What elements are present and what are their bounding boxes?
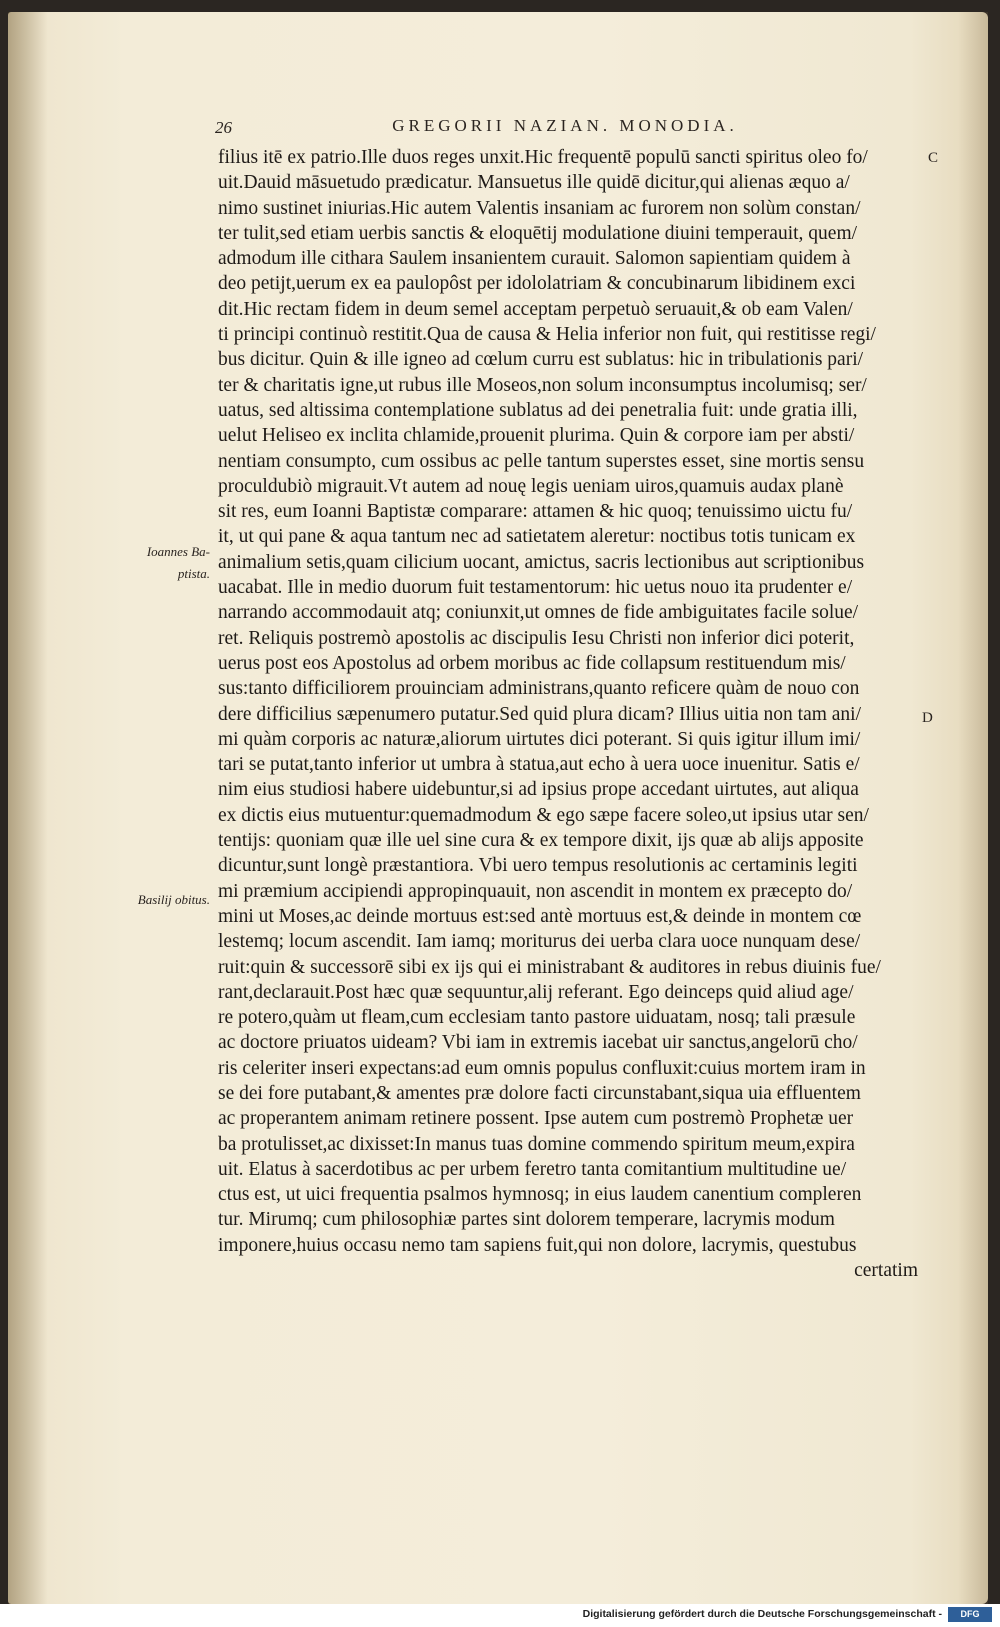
text-line: ti principi continuò restitit.Qua de causa & Helia inferior non fuit, qui restitisse regi/ (218, 324, 876, 346)
text-line: ac properantem animam retinere possent. Ipse autem cum postremò Prophetæ uer (218, 1108, 854, 1130)
text-line: tari se putat,tanto inferior ut umbra à statua,aut echo à uera uoce inuenitur. Satis e/ (218, 754, 860, 776)
footer-credit: Digitalisierung gefördert durch die Deutsche Forschungsgemeinschaft - (582, 1608, 942, 1620)
text-line: filius itē ex patrio.Ille duos reges unxit.Hic frequentē populū sancti spiritus oleo fo/ (218, 147, 868, 168)
text-line: tentijs: quoniam quæ ille uel sine cura & ex tempore dixit, ijs quæ ab alijs apposite (218, 830, 864, 852)
text-line: admodum ille cithara Saulem insanientem curauit. Salomon sapientiam quidem à (218, 248, 851, 270)
text-line: narrando accommodauit atq; coniunxit,ut omnes de fide ambiguitates facile solue/ (218, 602, 859, 624)
text-line: se dei fore putabant,& amentes præ dolore facti circunstabant,siqua uia effluentem (218, 1082, 861, 1104)
page-gutter-shadow (8, 12, 48, 1604)
margin-note-basilij: Basilij obitus. (137, 892, 210, 907)
text-line: nim eius studiosi habere uidebuntur,si ad ipsius prope accedant uirtutes, aut aliqua (218, 779, 859, 801)
margin-note-ioannes-cont: ptista. (177, 566, 210, 581)
text-line: rant,declarauit.Post hæc quæ sequuntur,alij referant. Ego deinceps quid aliud age/ (218, 981, 854, 1003)
text-line: bus dicitur. Quin & ille igneo ad cœlum curru est sublatus: hic in tribulationis pari/ (218, 349, 864, 371)
text-line: dicuntur,sunt longè præstantiora. Vbi uero tempus resolutionis ac certaminis legiti (218, 855, 858, 877)
dfg-logo: DFG (948, 1607, 992, 1622)
section-marker-c: C (928, 150, 939, 166)
text-line: deo petijt,uerum ex ea paulopôst per idololatriam & concubinarum libidinem exci (218, 273, 856, 295)
running-title: GREGORII NAZIAN. MONODIA. (392, 116, 738, 135)
text-line: it, ut qui pane & aqua tantum nec ad satietatem aleretur: noctibus totis tunicam ex (218, 526, 856, 548)
text-line: uit.Dauid māsuetudo prædicatur. Mansuetus ille quidē dicitur,qui alienas æquo a/ (218, 172, 850, 194)
text-line: proculdubiò migrauit.Vt autem ad nouę legis ueniam uiros,quamuis audax planè (218, 475, 844, 497)
text-line: uerus post eos Apostolus ad orbem moribus ac fide collapsum restituendum mis/ (218, 652, 846, 674)
text-line: tur. Mirumq; cum philosophiæ partes sint dolorem temperare, lacrymis modum (218, 1209, 835, 1231)
text-line: mini ut Moses,ac deinde mortuus est:sed antè mortuus est,& deinde in montem cœ (218, 905, 862, 927)
catchword: certatim (854, 1260, 918, 1282)
text-line: uacabat. Ille in medio duorum fuit testamentorum: hic uetus nouo ita prudenter e/ (218, 577, 853, 599)
text-line: mi præmium accipiendi appropinquauit, non ascendit in montem ex præcepto do/ (218, 880, 853, 902)
text-line: nimo sustinet iniurias.Hic autem Valentis insaniam ac furorem non solùm constan/ (218, 197, 861, 219)
text-line: imponere,huius occasu nemo tam sapiens fuit,qui non dolore, lacrymis, questubus (218, 1234, 857, 1256)
page-header (215, 110, 915, 140)
text-line: ret. Reliquis postremò apostolis ac discipulis Iesu Christi non inferior dici poterit, (218, 627, 855, 649)
text-line: nentiam consumpto, cum ossibus ac pelle tantum superstes esset, sine mortis sensu (218, 450, 865, 472)
digitization-footer (0, 1604, 1000, 1627)
margin-note-ioannes: Ioannes Ba- (146, 544, 210, 559)
page-edge-shadow (958, 12, 988, 1604)
text-line: uelut Heliseo ex inclita chlamide,prouenit plurima. Quin & corpore iam per absti/ (218, 425, 855, 447)
text-line: ctus est, ut uici frequentia psalmos hymnosq; in eius laudem canentium compleren (218, 1184, 862, 1206)
text-line: animalium setis,quam cilicium uocant, amictus, sacris lectionibus aut scriptionibus (218, 551, 865, 573)
text-line: dere difficilius sæpenumero putatur.Sed quid plura dicam? Illius uitia non tam ani/ (218, 703, 862, 725)
text-line: ruit:quin & successorē sibi ex ijs qui ei ministrabant & auditores in rebus diuinis fue/ (218, 956, 881, 978)
text-line: ac doctore priuatos uideam? Vbi iam in extremis iacebat uir sanctus,angelorū cho/ (218, 1032, 858, 1054)
text-line: ter & charitatis igne,ut rubus ille Moseos,non solum inconsumptus incolumisq; ser/ (218, 374, 867, 396)
main-text-block (218, 145, 918, 1283)
text-line: ris celeriter inseri expectans:ad eum omnis populus confluxit:cuius mortem iram in (218, 1057, 866, 1079)
text-line: ex dictis eius mutuentur:quemadmodum & ego sæpe facere soleo,ut ipsius utar sen/ (218, 804, 869, 826)
page-number: 26 (215, 118, 232, 137)
text-line: lestemq; locum ascendit. Iam iamq; moriturus dei uerba clara uoce nunquam dese/ (218, 931, 861, 953)
text-line: uatus, sed altissima contemplatione sublatus ad dei penetralia fuit: unde gratia illi, (218, 399, 858, 421)
text-line: uit. Elatus à sacerdotibus ac per urbem feretro tanta comitantium multitudine ue/ (218, 1158, 847, 1180)
text-line: mi quàm corporis ac naturæ,aliorum uirtutes dici poterant. Si quis igitur illum imi/ (218, 728, 861, 750)
text-line: dit.Hic rectam fidem in deum semel acceptam perpetuò seruauit,& ob eam Valen/ (218, 298, 853, 320)
section-marker-d: D (922, 710, 933, 726)
text-line: sus:tanto difficiliorem prouinciam administrans,quanto reficere quàm de nouo con (218, 678, 860, 700)
text-line: ba protulisset,ac dixisset:In manus tuas domine commendo spiritum meum,expira (218, 1133, 855, 1155)
text-line: re potero,quàm ut fleam,cum ecclesiam tanto pastore uiduatam, nosq; tali præsule (218, 1007, 856, 1029)
text-line: ter tulit,sed etiam uerbis sanctis & eloquētij modulatione diuini temperauit, quem/ (218, 222, 858, 244)
text-line: sit res, eum Ioanni Baptistæ comparare: attamen & hic quoq; tenuissimo uictu fu/ (218, 501, 853, 523)
